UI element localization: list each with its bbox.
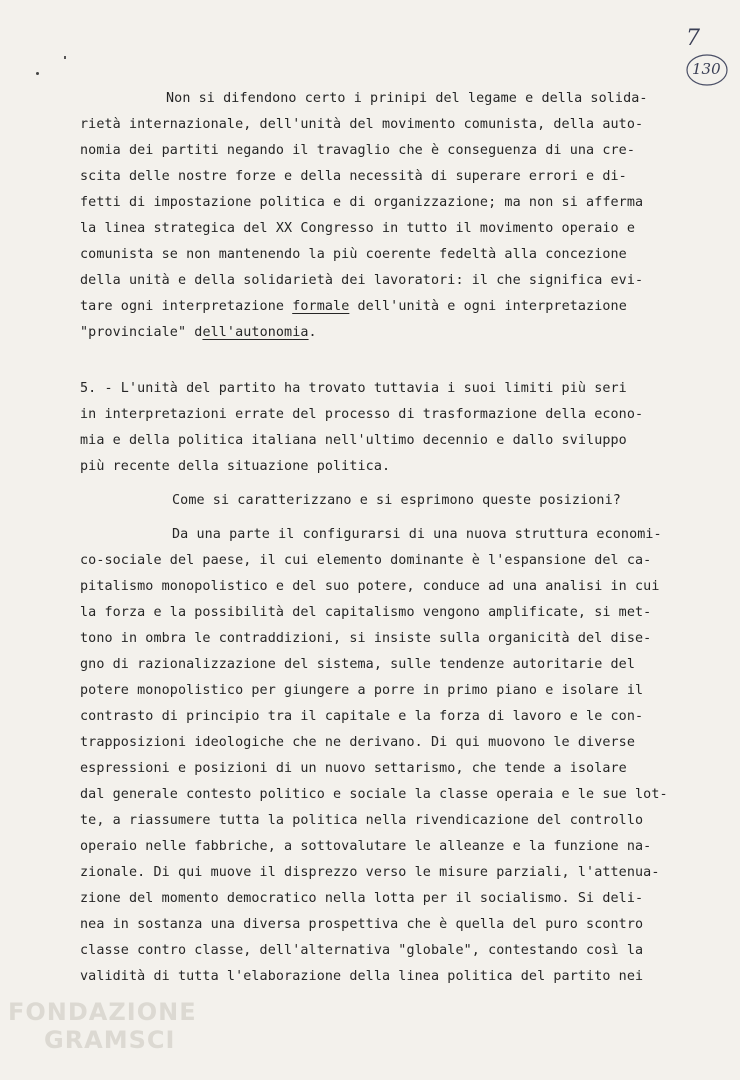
text-line: dal generale contesto politico e sociale la classe operaia e le sue lot- — [80, 787, 668, 802]
text-line: mia e della politica italiana nell'ultimo decennio e dallo sviluppo — [80, 433, 627, 448]
text-segment: tare ogni interpretazione — [80, 299, 293, 314]
archive-watermark — [8, 998, 197, 1054]
text-line: scita delle nostre forze e della necessità di superare errori e di- — [80, 169, 627, 184]
text-line: contrasto di principio tra il capitale e la forza di lavoro e le con- — [80, 709, 644, 724]
stray-mark — [36, 72, 39, 75]
text-line: trapposizioni ideologiche che ne derivano. Di qui muovono le diverse — [80, 735, 636, 750]
section-heading-line: 5. - L'unità del partito ha trovato tuttavia i suoi limiti più seri — [80, 381, 627, 396]
watermark-line-1: FONDAZIONE — [8, 998, 197, 1026]
text-line: potere monopolistico per giungere a porre in primo piano e isolare il — [80, 683, 644, 698]
stray-mark — [64, 56, 66, 59]
underlined-word: ell'autonomia — [202, 325, 309, 340]
text-line — [80, 298, 627, 316]
text-segment: "provinciale" d — [80, 325, 203, 340]
text-line: la forza e la possibilità del capitalismo vengono amplificate, si met- — [80, 605, 652, 620]
text-line: in interpretazioni errate del processo di trasformazione della econo- — [80, 407, 644, 422]
text-line: Non si difendono certo i prinipi del legame e della solida- — [166, 91, 648, 106]
text-line: validità di tutta l'elaborazione della linea politica del partito nei — [80, 969, 644, 984]
text-line: zionale. Di qui muove il disprezzo verso le misure parziali, l'attenua- — [80, 865, 660, 880]
text-segment: dell'unità e ogni interpretazione — [349, 299, 627, 314]
text-line: tono in ombra le contraddizioni, si insiste sulla organicità del dise- — [80, 631, 652, 646]
text-line: fetti di impostazione politica e di organizzazione; ma non si afferma — [80, 195, 644, 210]
text-line: classe contro classe, dell'alternativa "globale", contestando così la — [80, 943, 644, 958]
text-line: della unità e della solidarietà dei lavoratori: il che significa evi- — [80, 273, 644, 288]
text-line: operaio nelle fabbriche, a sottovalutare le alleanze e la funzione na- — [80, 839, 652, 854]
text-line: gno di razionalizzazione del sistema, sulle tendenze autoritarie del — [80, 657, 636, 672]
text-line — [80, 324, 317, 342]
text-line: più recente della situazione politica. — [80, 459, 391, 474]
text-line: nea in sostanza una diversa prospettiva che è quella del puro scontro — [80, 917, 644, 932]
text-line: co-sociale del paese, il cui elemento dominante è l'espansione del ca- — [80, 553, 652, 568]
text-line: pitalismo monopolistico e del suo potere, conduce ad una analisi in cui — [80, 579, 660, 594]
text-line: comunista se non mantenendo la più coerente fedeltà alla concezione — [80, 247, 627, 262]
text-line: rietà internazionale, dell'unità del movimento comunista, della auto- — [80, 117, 644, 132]
underlined-word: formale — [292, 299, 350, 314]
text-line: zione del momento democratico nella lotta per il socialismo. Si deli- — [80, 891, 644, 906]
text-line: espressioni e posizioni di un nuovo settarismo, che tende a isolare — [80, 761, 627, 776]
text-segment: . — [308, 325, 317, 340]
text-line: nomia dei partiti negando il travaglio che è conseguenza di una cre- — [80, 143, 636, 158]
text-line: Da una parte il configurarsi di una nuova struttura economi- — [172, 527, 662, 542]
text-line: te, a riassumere tutta la politica nella rivendicazione del controllo — [80, 813, 644, 828]
text-line: la linea strategica del XX Congresso in tutto il movimento operaio e — [80, 221, 636, 236]
circled-page-number — [684, 52, 730, 88]
watermark-line-2: GRAMSCI — [44, 1026, 176, 1054]
circled-number-text: 130 — [692, 60, 721, 78]
page-number: 7 — [686, 26, 700, 51]
text-line: Come si caratterizzano e si esprimono queste posizioni? — [172, 493, 621, 508]
